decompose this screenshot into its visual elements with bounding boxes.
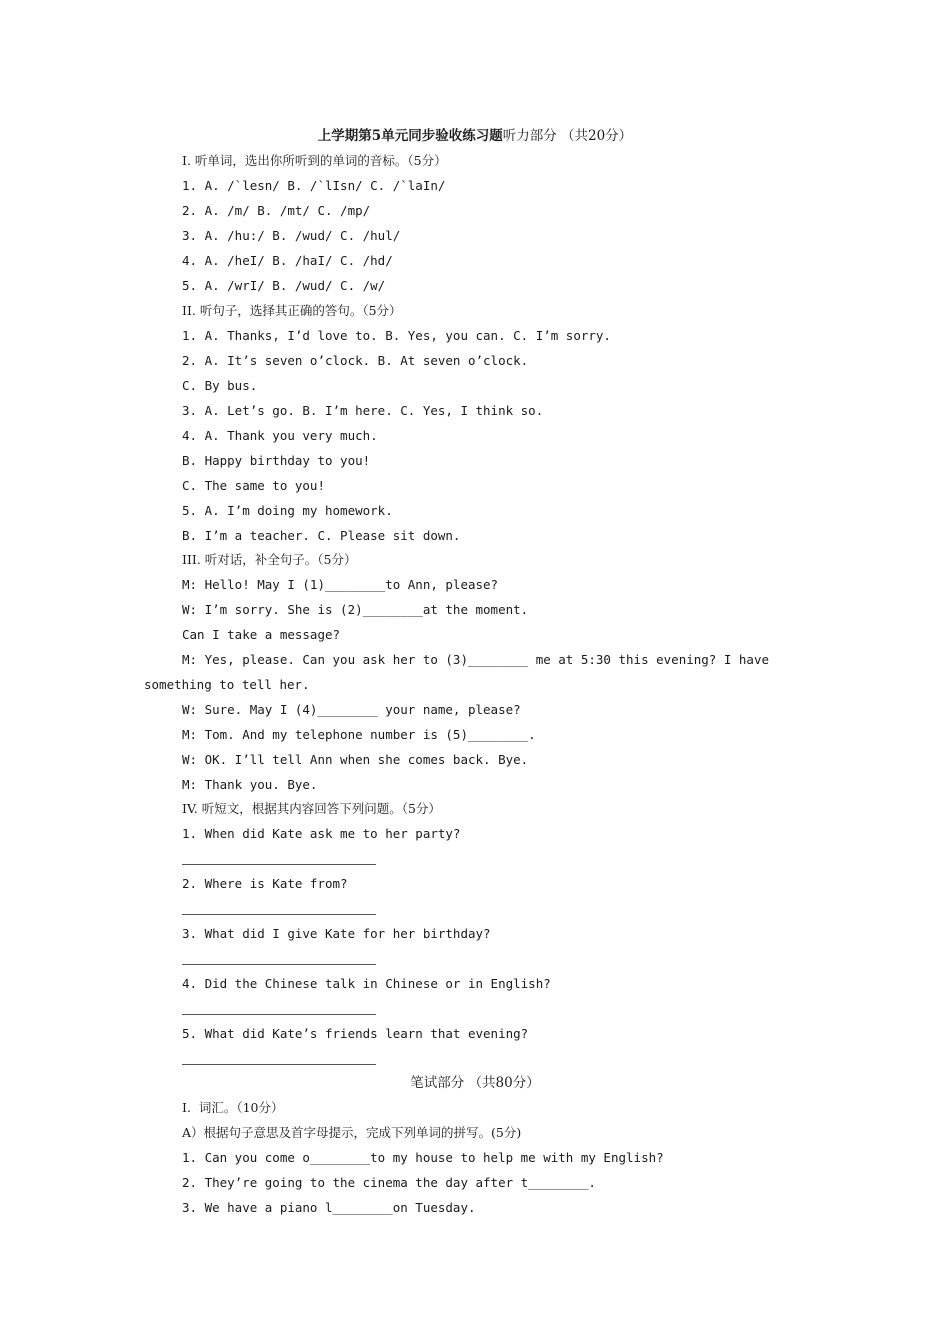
answer-line[interactable] [182,1064,376,1065]
answer-line[interactable] [182,1014,376,1015]
page-title [0,126,950,146]
question: 5. What did Kate’s friends learn that evening? [182,1026,529,1041]
dialogue-line: M: Hello! May I (1)________to Ann, please? [182,577,499,592]
question: 2. Where is Kate from? [182,876,348,891]
s2-item: 4. A. Thank you very much. [182,428,378,443]
s2-item: B. Happy birthday to you! [182,453,371,468]
dialogue-line: W: OK. I’ll tell Ann when she comes back. Bye. [182,752,529,767]
s2-item: 2. A. It’s seven o’clock. B. At seven o’clock. [182,353,529,368]
answer-line[interactable] [182,864,376,865]
written-part-heading: 笔试部分 （共80分） [410,1075,540,1091]
s2-item: 1. A. Thanks, I’d love to. B. Yes, you can. C. I’m sorry. [182,328,611,343]
section-3-heading: III. 听对话，补全句子。（5分） [182,552,357,567]
dialogue-line: Can I take a message? [182,627,341,642]
spelling-item: 3. We have a piano l________on Tuesday. [182,1200,476,1215]
answer-line[interactable] [182,914,376,915]
dialogue-line: W: Sure. May I (4)________ your name, please? [182,702,521,717]
question: 3. What did I give Kate for her birthday? [182,926,491,941]
answer-line[interactable] [182,964,376,965]
s2-item: 5. A. I’m doing my homework. [182,503,393,518]
s2-item: B. I’m a teacher. C. Please sit down. [182,528,461,543]
section-4-heading: IV. 听短文，根据其内容回答下列问题。（5分） [182,801,441,816]
s2-item: C. The same to you! [182,478,325,493]
s1-item: 5. A. /wrI/ B. /wud/ C. /w/ [182,278,386,293]
question: 4. Did the Chinese talk in Chinese or in English? [182,976,551,991]
question: 1. When did Kate ask me to her party? [182,826,461,841]
dialogue-line: W: I’m sorry. She is (2)________at the moment. [182,602,529,617]
spelling-item: 1. Can you come o________to my house to help me with my English? [182,1150,664,1165]
section-1-heading: I. 听单词，选出你所听到的单词的音标。（5分） [182,153,447,168]
dialogue-line: M: Tom. And my telephone number is (5)________. [182,727,536,742]
s1-item: 2. A. /m/ B. /mt/ C. /mp/ [182,203,371,218]
dialogue-line: something to tell her. [144,677,310,692]
s1-item: 3. A. /hu:/ B. /wud/ C. /hul/ [182,228,401,243]
s1-item: 4. A. /heI/ B. /haI/ C. /hd/ [182,253,393,268]
spelling-item: 2. They’re going to the cinema the day after t________. [182,1175,596,1190]
sub-a-heading: A）根据句子意思及首字母提示，完成下列单词的拼写。(5分) [182,1125,522,1140]
s2-item: C. By bus. [182,378,258,393]
dialogue-line: M: Yes, please. Can you ask her to (3)________ me at 5:30 this evening? I have [182,652,769,667]
dialogue-line: M: Thank you. Bye. [182,777,318,792]
title-bold: 上学期第5单元同步验收练习题 [317,128,503,144]
s1-item: 1. A. /`lesn/ B. /`lIsn/ C. /`laIn/ [182,178,446,193]
s2-item: 3. A. Let’s go. B. I’m here. C. Yes, I think so. [182,403,544,418]
title-rest: 听力部分 （共20分） [502,128,633,144]
section-2-heading: II. 听句子，选择其正确的答句。（5分） [182,303,402,318]
vocab-heading: I. 词汇。（10分） [182,1100,284,1115]
